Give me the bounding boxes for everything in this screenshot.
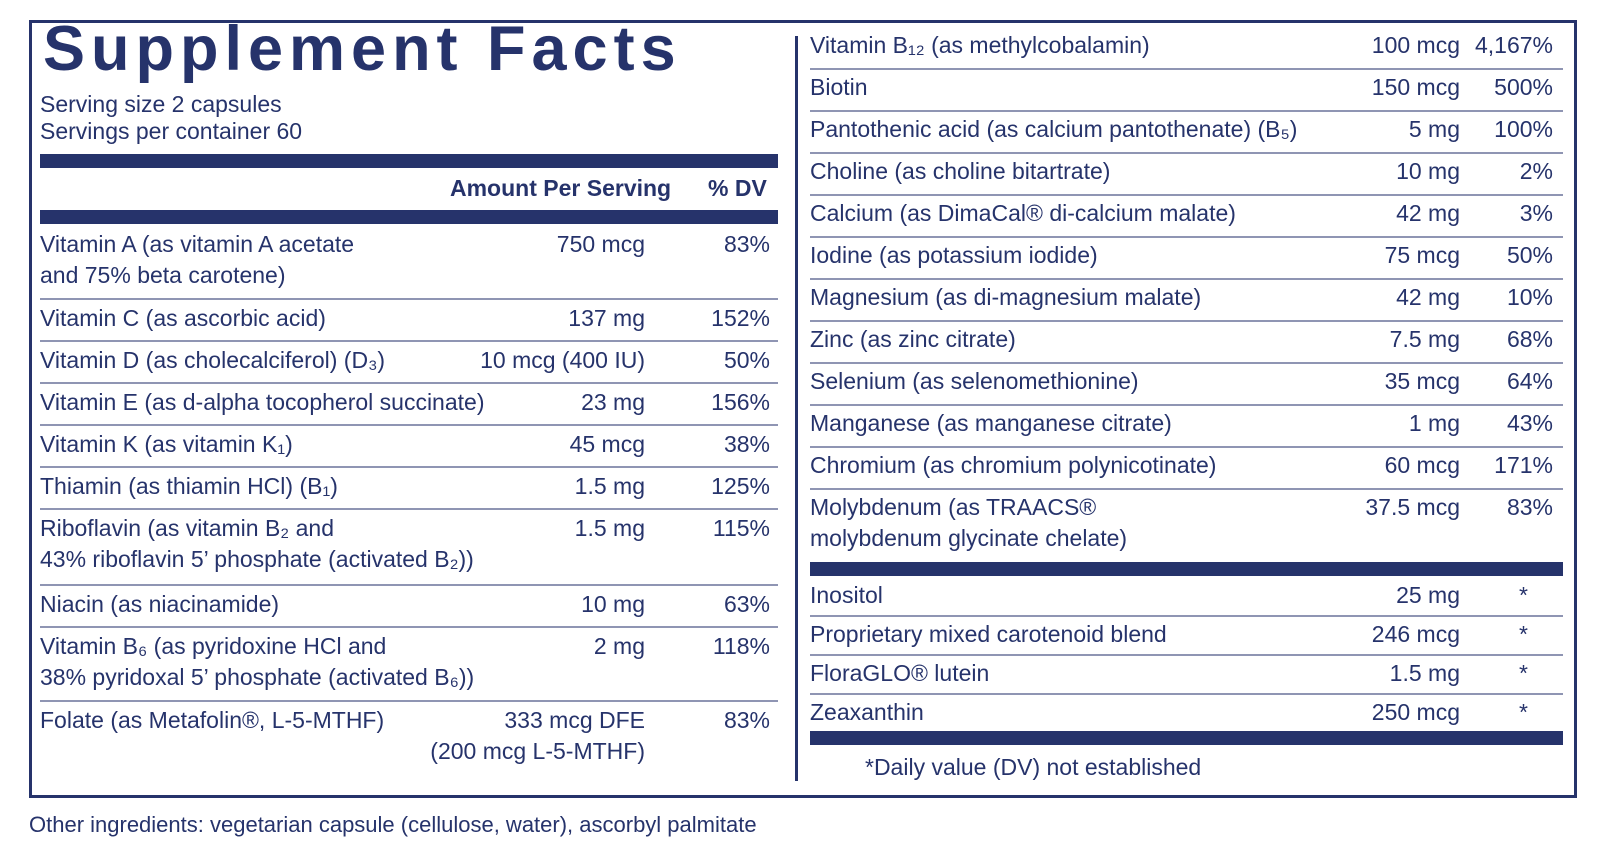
nutrient-dv: 64% [1506,368,1553,394]
nutrient-amount: 137 mg [568,305,645,331]
nutrient-dv: 115% [712,515,770,541]
nutrient-amount: 25 mg [1396,582,1460,608]
nutrient-amount: 7.5 mg [1389,326,1460,352]
nutrient-name: Vitamin A (as vitamin A acetate [40,231,355,257]
row-rule [810,110,1563,112]
column-divider [795,36,798,781]
nutrient-name: Calcium (as DimaCal® di-calcium malate) [810,200,1236,226]
row-rule [810,488,1563,490]
row-rule [40,700,778,702]
nutrient-name-line2: molybdenum glycinate chelate) [810,525,1128,551]
nutrient-dv: 50% [723,347,770,373]
column-header-amount: Amount Per Serving [450,175,672,201]
row-rule [40,508,778,510]
row-rule [40,382,778,384]
nutrient-name-line2: 38% pyridoxal 5’ phosphate (activated B₆)) [40,664,475,690]
nutrient-name: Zeaxanthin [810,699,924,725]
nutrient-dv: 156% [711,389,770,415]
nutrient-amount: 60 mcg [1384,452,1460,478]
nutrient-name: Thiamin (as thiamin HCl) (B₁) [40,473,338,499]
nutrient-dv: 68% [1506,326,1553,352]
row-rule [810,68,1563,70]
column-header-dv: % DV [708,175,767,201]
nutrient-name: Vitamin K (as vitamin K₁) [40,431,293,457]
nutrient-amount: 37.5 mcg [1365,494,1460,520]
dv-footnote: *Daily value (DV) not established [865,754,1202,780]
nutrient-amount: 2 mg [593,633,645,659]
nutrient-name-line2: 43% riboflavin 5’ phosphate (activated B₂)) [40,546,474,572]
nutrient-amount: 23 mg [581,389,645,415]
label-title: Supplement Facts [43,14,682,84]
nutrient-dv: * [1519,621,1528,647]
nutrient-name: Riboflavin (as vitamin B₂ and [40,515,335,541]
servings-per-container: Servings per container 60 [40,118,303,144]
nutrient-amount: 10 mcg (400 IU) [480,347,645,373]
nutrient-dv: 83% [1506,494,1553,520]
row-rule [810,236,1563,238]
header-thick-bar [40,154,778,168]
nutrient-dv: 152% [711,305,770,331]
row-rule [810,446,1563,448]
row-rule [40,584,778,586]
nutrient-dv: 83% [723,707,770,733]
nutrient-name: Folate (as Metafolin®, L-5-MTHF) [40,707,385,733]
nutrient-name: FloraGLO® lutein [810,660,990,686]
nutrient-dv: 10% [1506,284,1553,310]
nutrient-amount: 42 mg [1396,284,1460,310]
nutrient-dv: 83% [723,231,770,257]
nutrient-amount: 150 mcg [1371,74,1460,100]
nutrient-name-line2: and 75% beta carotene) [40,262,286,288]
row-rule [40,424,778,426]
other-section-bar [810,562,1563,576]
nutrient-name: Vitamin B₁₂ (as methylcobalamin) [810,32,1150,58]
nutrient-dv: 38% [723,431,770,457]
footer-bar [810,731,1563,745]
nutrient-amount: 5 mg [1408,116,1460,142]
nutrient-name: Selenium (as selenomethionine) [810,368,1139,394]
row-rule [810,615,1563,617]
nutrient-amount: 750 mcg [556,231,645,257]
nutrient-name: Vitamin E (as d-alpha tocopherol succinate) [40,389,485,415]
nutrient-amount: 1.5 mg [574,473,645,499]
nutrient-dv: 118% [712,633,770,659]
nutrient-amount: 1.5 mg [574,515,645,541]
nutrient-name: Chromium (as chromium polynicotinate) [810,452,1217,478]
nutrient-name: Choline (as choline bitartrate) [810,158,1111,184]
header-bottom-bar [40,210,778,224]
nutrient-dv: 3% [1519,200,1553,226]
row-rule [810,152,1563,154]
serving-size: Serving size 2 capsules [40,91,282,117]
row-rule [810,194,1563,196]
nutrient-name: Pantothenic acid (as calcium pantothenate) (B₅) [810,116,1298,142]
nutrient-dv: 63% [723,591,770,617]
nutrient-name: Proprietary mixed carotenoid blend [810,621,1167,647]
row-rule [40,626,778,628]
row-rule [810,362,1563,364]
nutrient-amount-line2: (200 mcg L-5-MTHF) [430,738,645,764]
nutrient-name: Magnesium (as di-magnesium malate) [810,284,1202,310]
nutrient-name: Vitamin D (as cholecalciferol) (D₃) [40,347,386,373]
nutrient-name: Inositol [810,582,883,608]
nutrient-amount: 75 mcg [1384,242,1460,268]
nutrient-name: Iodine (as potassium iodide) [810,242,1098,268]
nutrient-name: Niacin (as niacinamide) [40,591,280,617]
nutrient-dv: 50% [1506,242,1553,268]
nutrient-amount: 45 mcg [569,431,645,457]
nutrient-name: Molybdenum (as TRAACS® [810,494,1097,520]
nutrient-name: Vitamin B₆ (as pyridoxine HCl and [40,633,387,659]
nutrient-dv: * [1519,699,1528,725]
nutrient-amount: 1 mg [1408,410,1460,436]
nutrient-amount: 246 mcg [1371,621,1460,647]
nutrient-amount: 10 mg [581,591,645,617]
nutrient-dv: 4,167% [1474,32,1553,58]
other-ingredients: Other ingredients: vegetarian capsule (cellulose, water), ascorbyl palmitate [29,812,757,837]
row-rule [40,298,778,300]
row-rule [810,404,1563,406]
nutrient-amount: 100 mcg [1371,32,1460,58]
nutrient-name: Biotin [810,74,868,100]
row-rule [810,320,1563,322]
nutrient-amount: 333 mcg DFE [504,707,645,733]
nutrient-amount: 10 mg [1396,158,1460,184]
nutrient-dv: 2% [1519,158,1553,184]
nutrient-dv: * [1519,582,1528,608]
nutrient-dv: 100% [1494,116,1553,142]
nutrient-dv: * [1519,660,1528,686]
nutrient-amount: 1.5 mg [1389,660,1460,686]
nutrient-name: Manganese (as manganese citrate) [810,410,1172,436]
nutrient-amount: 42 mg [1396,200,1460,226]
nutrient-amount: 35 mcg [1384,368,1460,394]
row-rule [40,340,778,342]
row-rule [810,654,1563,656]
nutrient-name: Zinc (as zinc citrate) [810,326,1016,352]
nutrient-amount: 250 mcg [1371,699,1460,725]
nutrient-dv: 171% [1494,452,1553,478]
row-rule [810,693,1563,695]
nutrient-dv: 125% [711,473,770,499]
row-rule [810,278,1563,280]
nutrient-dv: 43% [1506,410,1553,436]
row-rule [40,466,778,468]
nutrient-name: Vitamin C (as ascorbic acid) [40,305,326,331]
nutrient-dv: 500% [1494,74,1553,100]
